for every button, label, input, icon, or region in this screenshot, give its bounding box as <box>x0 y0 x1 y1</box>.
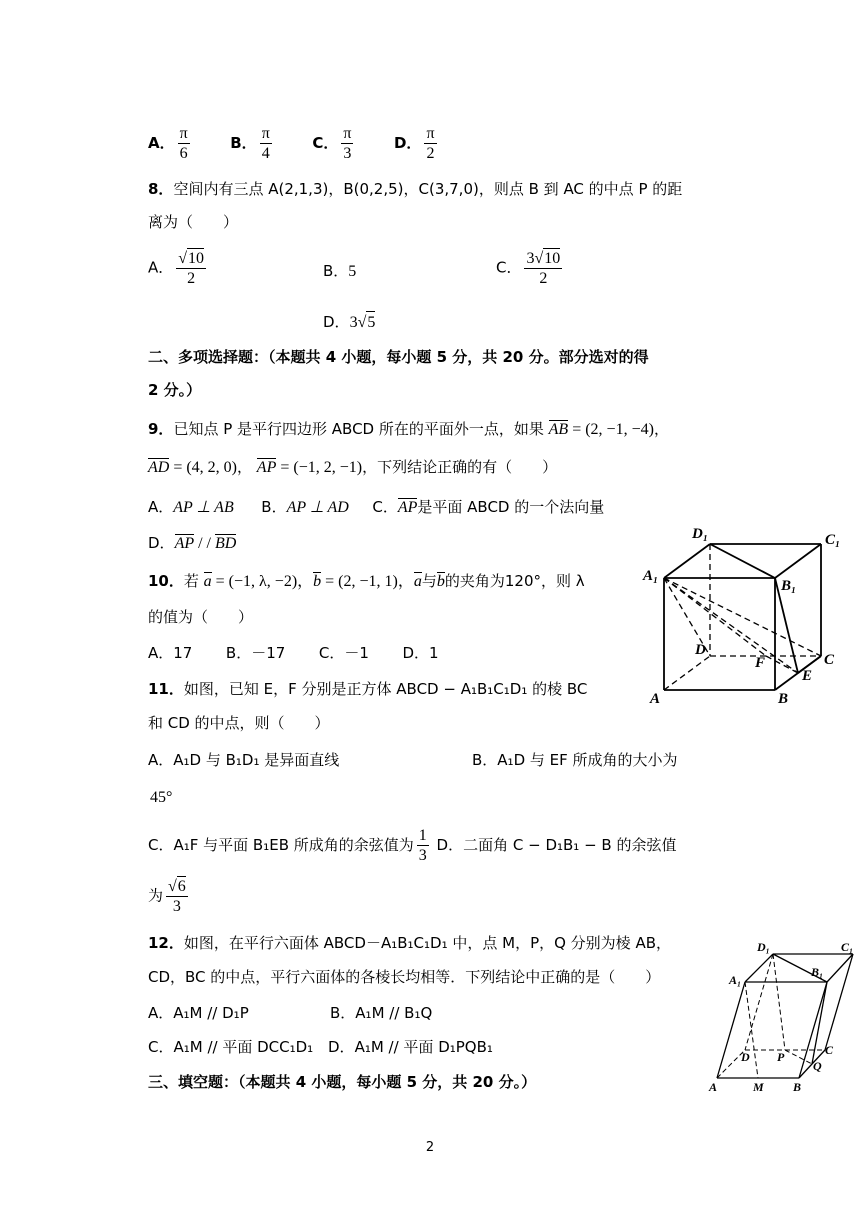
q8-line2: 离为（ ） <box>148 213 239 231</box>
q8-line1: 8．空间内有三点 A(2,1,3)，B(0,2,5)，C(3,7,0)，则点 B 到 AC 的中点 P 的距 <box>148 180 683 198</box>
section3-heading: 三、填空题：（本题共 4 小题，每小题 5 分，共 20 分。） <box>148 1073 537 1091</box>
section2-heading-line2: 2 分。） <box>148 381 202 399</box>
para-label-m: M <box>753 1080 764 1094</box>
cube-label-d: D <box>695 642 706 658</box>
q8-option-d: D．3√5 <box>323 311 375 334</box>
q10-options: A．17 B．－17 C．－1 D．1 <box>148 644 439 662</box>
cube-label-a1: A₁ <box>643 568 659 584</box>
page-number: 2 <box>425 1140 435 1155</box>
q11-option-b: B．A₁D 与 EF 所成角的大小为 <box>472 751 678 769</box>
q7-b-fraction: $\frac{\pi}{4}$ <box>261 125 270 162</box>
q12-option-c: C．A₁M // 平面 DCC₁D₁ <box>148 1038 314 1056</box>
q8-option-b: B．5 <box>323 262 357 280</box>
q11-option-b-cont: 45° <box>150 789 173 806</box>
cube-label-c: C <box>824 652 835 668</box>
q12-options-ab: A．A₁M // D₁P <box>148 1004 249 1022</box>
cube-label-d1: D₁ <box>692 526 709 542</box>
q9-line1: 9．已知点 P 是平行四边形 ABCD 所在的平面外一点，如果 AB = (2, −1, −4)， <box>148 420 669 438</box>
cube-label-c1: C₁ <box>825 532 841 548</box>
q8-option-a: A． $\frac{√10}{2}$ <box>148 250 205 287</box>
para-label-q: Q <box>813 1059 822 1073</box>
q9-option-d: D．AP / / BD <box>148 534 237 552</box>
q9-options-abc: A．AP ⊥ AB B．AP ⊥ AD C．AP是平面 ABCD 的一个法向量 <box>148 498 605 516</box>
q7-options: A． $\frac{\pi}{6}$ B． $\frac{\pi}{4}$ C． $\frac{\pi}{3}$ D． $\frac{\pi}{2}$ <box>148 125 435 162</box>
q11-option-c: C．A₁F 与平面 B₁EB 所成角的余弦值为 $\frac{1}{3}$ D．二面角 C − D₁B₁ − B 的余弦值 <box>148 827 677 864</box>
cube-label-b1: B₁ <box>781 578 797 594</box>
q11-option-a: A．A₁D 与 B₁D₁ 是异面直线 <box>148 751 340 769</box>
q9-line2: AD = (4, 2, 0)， AP = (−1, 2, −1)，下列结论正确的有（ ） <box>148 458 558 476</box>
q12-line1: 12．如图，在平行六面体 ABCD－A₁B₁C₁D₁ 中，点 M，P，Q 分别为棱 AB， <box>148 934 672 952</box>
q10-line1: 10．若 a = (−1, λ, −2)，b = (2, −1, 1)，a与b的夹角为120°，则 λ <box>148 572 585 590</box>
para-label-d: D <box>741 1050 750 1064</box>
para-label-c1: C₁ <box>841 940 854 954</box>
section2-heading-line1: 二、多项选择题：（本题共 4 小题，每小题 5 分，共 20 分。部分选对的得 <box>148 348 649 366</box>
q7-c-fraction: $\frac{\pi}{3}$ <box>343 125 352 162</box>
para-label-p: P <box>777 1050 785 1064</box>
para-label-c: C <box>825 1043 834 1057</box>
para-label-d1: D₁ <box>757 940 770 954</box>
para-label-a: A <box>709 1080 718 1094</box>
cube-label-f: F <box>755 655 766 671</box>
q10-line2: 的值为（ ） <box>148 608 254 626</box>
para-label-b1: B₁ <box>811 965 824 979</box>
cube-figure <box>640 520 855 710</box>
q7-a-fraction: $\frac{\pi}{6}$ <box>179 125 188 162</box>
para-label-b: B <box>793 1080 802 1094</box>
q8-option-c: C． $\frac{3√10}{2}$ <box>496 250 561 287</box>
q11-option-d-cont: 为 $\frac{√6}{3}$ <box>148 878 186 915</box>
cube-label-e: E <box>802 668 813 684</box>
cube-label-a: A <box>650 691 661 707</box>
q11-line1: 11．如图，已知 E，F 分别是正方体 ABCD − A₁B₁C₁D₁ 的棱 BC <box>148 680 588 698</box>
q12-option-d: D．A₁M // 平面 D₁PQB₁ <box>328 1038 493 1056</box>
parallelepiped-figure <box>705 936 860 1096</box>
para-label-a1: A₁ <box>729 973 742 987</box>
q12-line2: CD，BC 的中点，平行六面体的各棱长均相等．下列结论中正确的是（ ） <box>148 968 661 986</box>
cube-label-b: B <box>778 691 789 707</box>
q12-option-b: B．A₁M // B₁Q <box>330 1004 433 1022</box>
q7-d-fraction: $\frac{\pi}{2}$ <box>426 125 435 162</box>
q11-line2: 和 CD 的中点，则（ ） <box>148 714 330 732</box>
